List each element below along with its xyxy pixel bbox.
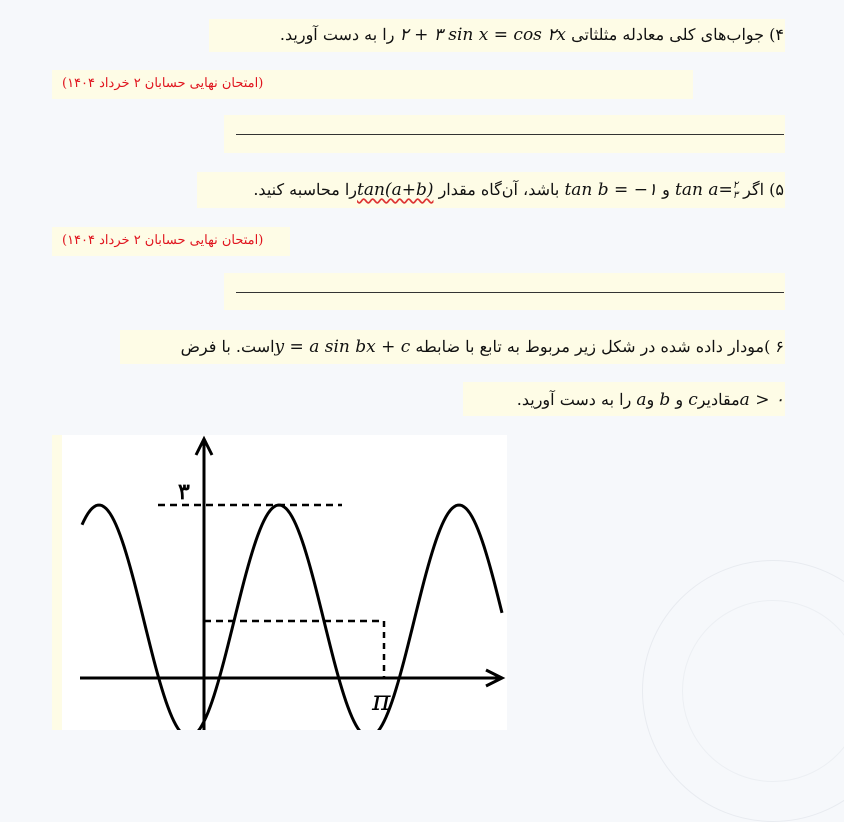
q6-formula: y = a sin bx + c <box>274 337 411 357</box>
q6-line2-text: مقادیر <box>697 390 740 409</box>
q5-end: را محاسبه کنید. <box>253 180 358 199</box>
exam-label-2: (امتحان نهایی حسابان ۲ خرداد ۱۴۰۴) <box>62 233 264 248</box>
q5-tan-a <box>675 180 738 200</box>
q6-condition: a > ۰ <box>739 390 784 410</box>
question-6-line-1 <box>181 337 784 357</box>
sine-graph-svg <box>62 435 507 730</box>
q6-var-a: a <box>636 390 647 410</box>
question-4 <box>280 25 784 45</box>
q4-equation: ۲ + ۳ sin x = cos ۲x <box>399 25 567 45</box>
question-5 <box>253 180 784 201</box>
q5-expression: tan(a+b) <box>357 180 434 200</box>
y-max-label: ۳ <box>178 479 190 505</box>
q5-middle: باشد، آن‌گاه مقدار <box>438 180 560 199</box>
question-6-line-2 <box>517 390 784 410</box>
q5-if: اگر <box>743 180 765 199</box>
q6-number: ۶ ) <box>764 337 784 356</box>
q6-and-1: و <box>675 390 684 409</box>
sine-graph <box>62 435 507 730</box>
q5-fraction <box>733 181 738 201</box>
exam-label-1: (امتحان نهایی حسابان ۲ خرداد ۱۴۰۴) <box>62 76 264 91</box>
q5-frac-num: ۲ <box>732 179 739 191</box>
q4-text-before: جواب‌های کلی معادله مثلثاتی <box>571 25 765 44</box>
q5-number: ۵) <box>769 180 784 199</box>
q4-number: ۴) <box>769 25 784 44</box>
answer-line-1 <box>236 134 784 135</box>
q6-var-c: c <box>688 390 698 410</box>
q6-var-b: b <box>659 390 671 410</box>
q6-and-2: و <box>646 390 655 409</box>
q4-text-after: را به دست آورید. <box>279 25 395 44</box>
answer-line-2 <box>236 292 784 293</box>
q5-tan-b: tan b = −۱ <box>564 180 658 200</box>
q5-frac-den: ۳ <box>732 189 739 201</box>
q5-and: و <box>662 180 670 199</box>
q6-line1-end: است. با فرض <box>180 337 275 356</box>
q6-line1-text: مودار داده شده در شکل زیر مربوط به تابع با ضابطه <box>415 337 765 356</box>
q5-tan-a-text: tan a= <box>675 180 733 200</box>
sine-curve <box>82 505 502 730</box>
pi-label: π <box>372 684 391 717</box>
q6-line2-end: را به دست آورید. <box>516 390 632 409</box>
graph-frame-highlight <box>52 435 62 730</box>
